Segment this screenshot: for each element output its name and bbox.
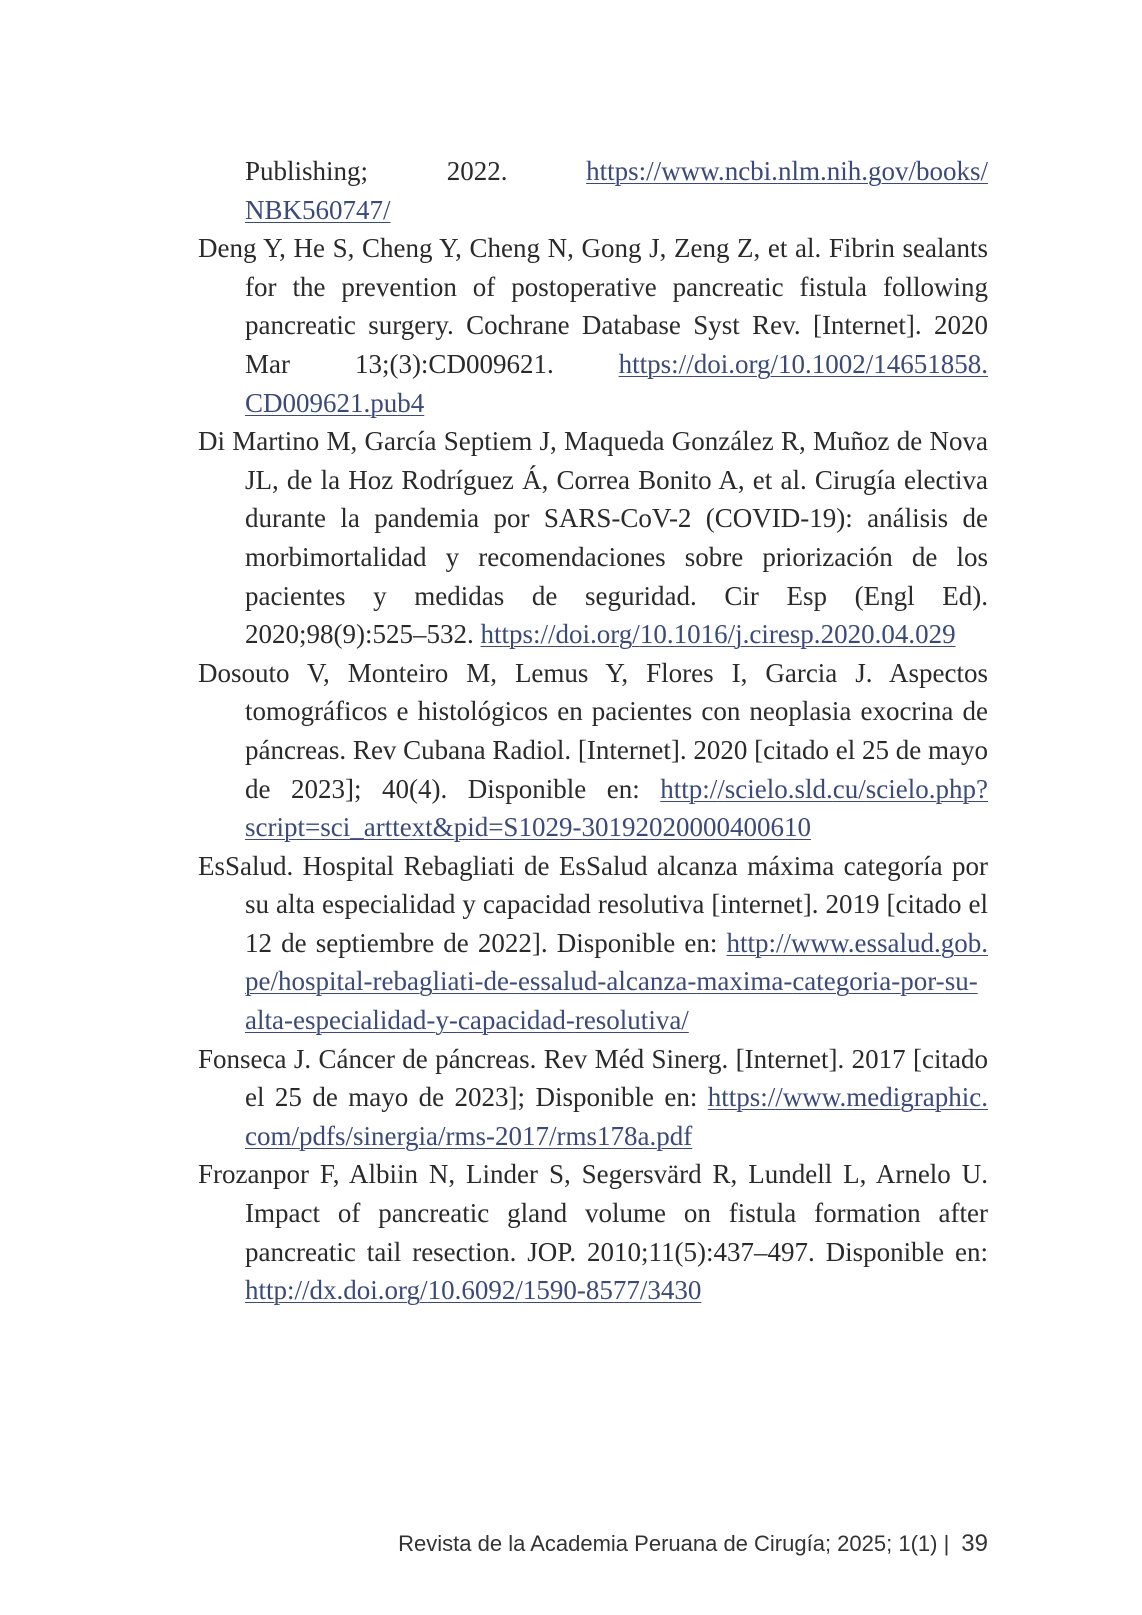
reference-list: [198, 152, 988, 1310]
reference-link[interactable]: http://www.essalud.gob.pe/hospital-rebagliati-de-essalud-alcanza-maxima-categoria-por-su-alta-especialidad-y-capacidad-resolutiva/: [245, 927, 988, 1036]
reference-item: [198, 1040, 988, 1156]
reference-text: Frozanpor F, Albiin N, Linder S, Segersvärd R, Lundell L, Arnelo U. Impact of pancreatic gland volume on fistula formation after pancreatic tail resection. JOP. 2010;11(5):437–497. Disponible en:: [198, 1159, 988, 1267]
reference-text: EsSalud. Hospital Rebagliati de EsSalud alcanza máxima categoría por su alta especialidad y capacidad resolutiva [internet]. 2019 [citado el 12 de septiembre de 2022]. Disponible en:: [198, 850, 988, 958]
reference-link[interactable]: http://dx.doi.org/10.6092/1590-8577/3430: [245, 1275, 702, 1306]
reference-link[interactable]: https://doi.org/10.1016/j.ciresp.2020.04.029: [480, 619, 956, 650]
reference-link[interactable]: https://doi.org/10.1002/14651858.CD009621.pub4: [245, 348, 988, 418]
reference-text: Di Martino M, García Septiem J, Maqueda González R, Muñoz de Nova JL, de la Hoz Rodríguez Á, Correa Bonito A, et al. Cirugía electiva durante la pandemia por SARS-CoV-2 (COVID-19): análisis de morbimortalidad y recomendaciones sobre priorización de los pacientes y medidas de seguridad. Cir Esp (Engl Ed). 2020;98(9):525–532.: [198, 426, 988, 650]
reference-item: [198, 1155, 988, 1309]
reference-link[interactable]: https://www.ncbi.nlm.nih.gov/books/NBK560747/: [245, 156, 988, 225]
reference-item: [198, 422, 988, 654]
journal-citation: Revista de la Academia Peruana de Cirugía; 2025; 1(1) |: [398, 1531, 950, 1556]
reference-text: Dosouto V, Monteiro M, Lemus Y, Flores I, Garcia J. Aspectos tomográficos e histológicos en pacientes con neoplasia exocrina de páncreas. Rev Cubana Radiol. [Internet]. 2020 [citado el 25 de mayo de 2023]; 40(4). Disponible en:: [198, 657, 989, 804]
reference-text: Deng Y, He S, Cheng Y, Cheng N, Gong J, Zeng Z, et al. Fibrin sealants for the prevention of postoperative pancreatic fistula following pancreatic surgery. Cochrane Database Syst Rev. [Internet]. 2020 Mar 13;(3):CD009621.: [198, 233, 988, 379]
reference-text: Fonseca J. Cáncer de páncreas. Rev Méd Sinerg. [Internet]. 2017 [citado el 25 de mayo de 2023]; Disponible en:: [198, 1043, 988, 1113]
page-footer: [398, 1530, 988, 1558]
reference-link[interactable]: http://scielo.sld.cu/scielo.php?script=sci_arttext&pid=S1029-30192020000400610: [245, 773, 988, 843]
reference-item: [198, 847, 988, 1040]
reference-item: [198, 152, 988, 229]
reference-link[interactable]: https://www.medigraphic.com/pdfs/sinergia/rms-2017/rms178a.pdf: [245, 1082, 988, 1151]
reference-text: Publishing; 2022.: [245, 156, 587, 186]
reference-item: [198, 229, 988, 422]
page-number: 39: [961, 1530, 988, 1557]
reference-item: [198, 654, 988, 847]
